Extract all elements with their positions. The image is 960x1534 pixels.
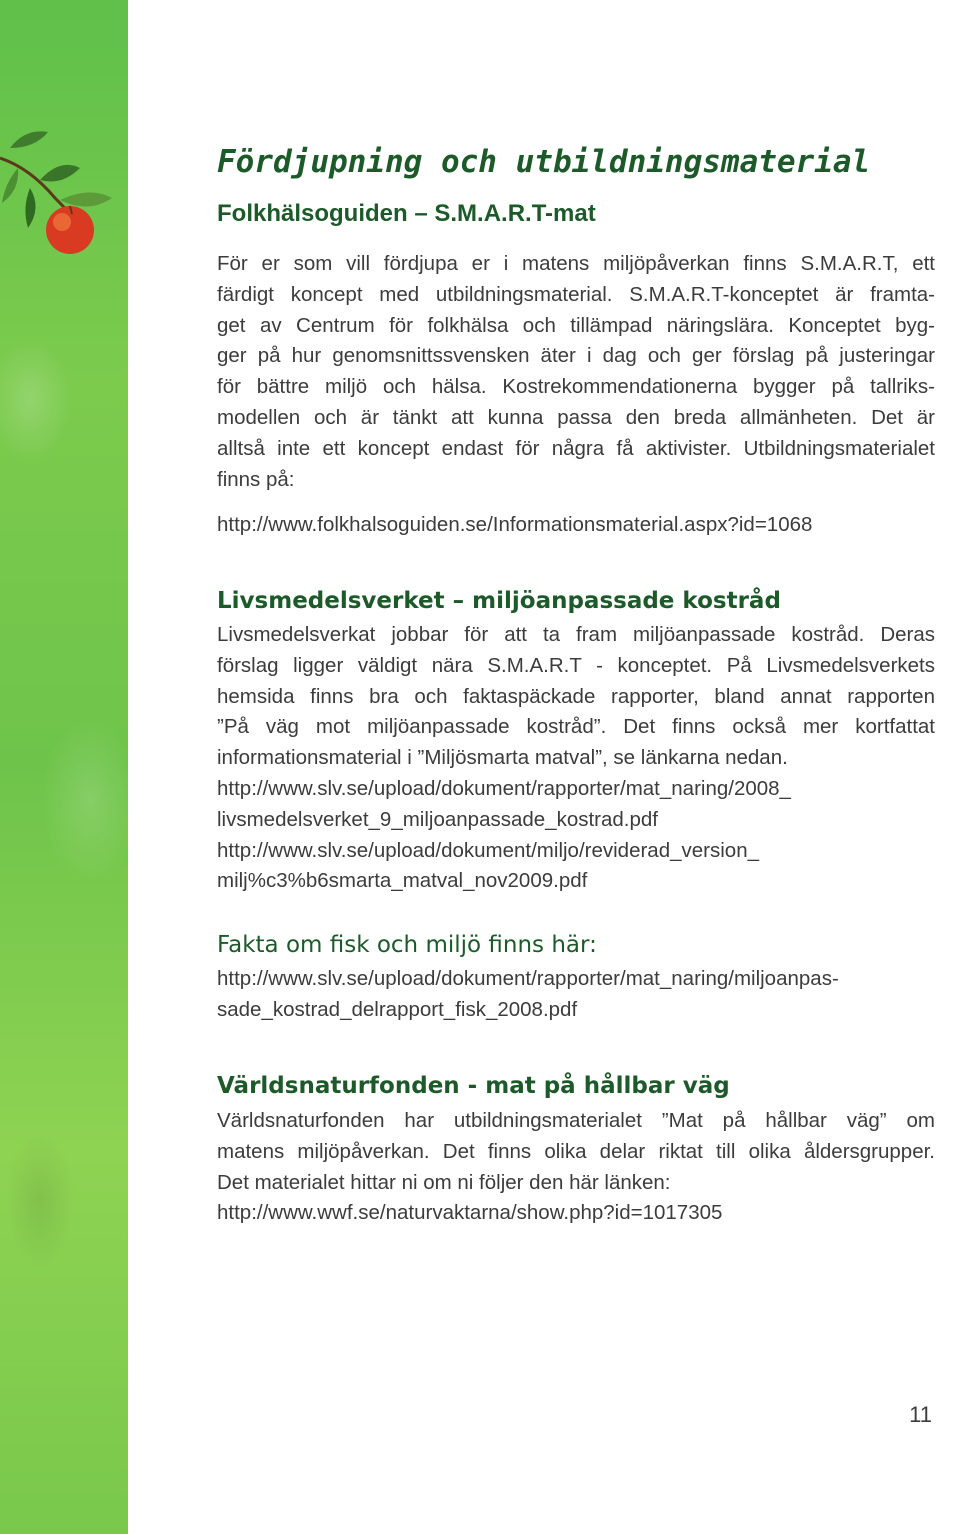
text-line: färdigt koncept med utbildningsmaterial. S.M.A.R.T-konceptet är framta-	[217, 282, 935, 306]
section-body-fisk	[217, 964, 935, 1026]
section-body-livsmedelsverket	[217, 620, 935, 897]
text-line: Världsnaturfonden har utbildningsmaterialet ”Mat på hållbar väg” om	[217, 1109, 935, 1132]
page-title: Fördjupning och utbildningsmaterial	[217, 144, 871, 180]
section-heading-fisk: Fakta om fisk och miljö finns här:	[217, 932, 597, 958]
text-line: ”På väg mot miljöanpassade kostråd”. Det finns också mer kortfattat	[217, 715, 935, 739]
wwf-link[interactable]: http://www.wwf.se/naturvaktarna/show.php?id=1017305	[217, 1201, 723, 1225]
text-line: Det materialet hittar ni om ni följer den här länken:	[217, 1170, 671, 1194]
slv-fisk-link-cont[interactable]: sade_kostrad_delrapport_fisk_2008.pdf	[217, 997, 578, 1021]
slv-fisk-link[interactable]: http://www.slv.se/upload/dokument/rapporter/mat_naring/miljoanpas-	[217, 967, 839, 990]
text-line: get av Centrum för folkhälsa och tillämpad näringslära. Konceptet byg-	[217, 313, 935, 337]
section-heading-livsmedelsverket: Livsmedelsverket – miljöanpassade kostråd	[217, 588, 781, 614]
section-body-varldsnaturfonden	[217, 1106, 935, 1229]
text-line: finns på:	[217, 467, 295, 491]
text-line: alltså inte ett koncept endast för några få aktivister. Utbildningsmaterialet	[217, 436, 935, 460]
text-line: informationsmaterial i ”Miljösmarta matval”, se länkarna nedan.	[217, 746, 788, 770]
slv-kostrad-link[interactable]: http://www.slv.se/upload/dokument/rapporter/mat_naring/2008_	[217, 776, 791, 800]
text-line: ger på hur genomsnittssvensken äter i dag och ger förslag på justeringar	[217, 344, 935, 368]
slv-matval-link[interactable]: http://www.slv.se/upload/dokument/miljo/reviderad_version_	[217, 838, 759, 862]
green-sidebar	[0, 0, 128, 1534]
section-heading-folkhalsoguiden: Folkhälsoguiden – S.M.A.R.T-mat	[217, 200, 596, 227]
folkhalsoguiden-link[interactable]: http://www.folkhalsoguiden.se/Informationsmaterial.aspx?id=1068	[217, 513, 813, 536]
page-number: 11	[909, 1402, 932, 1427]
text-line: förslag ligger väldigt nära S.M.A.R.T - konceptet. På Livsmedelsverkets	[217, 653, 935, 677]
text-line: för bättre miljö och hälsa. Kostrekommendationerna bygger på tallriks-	[217, 375, 935, 399]
slv-kostrad-link-cont[interactable]: livsmedelsverket_9_miljoanpassade_kostrad.pdf	[217, 807, 658, 831]
text-line: Livsmedelsverkat jobbar för att ta fram miljöanpassade kostråd. Deras	[217, 623, 935, 646]
section-link-folkhalsoguiden	[217, 510, 935, 541]
section-heading-varldsnaturfonden: Världsnaturfonden - mat på hållbar väg	[217, 1073, 730, 1099]
slv-matval-link-cont[interactable]: milj%c3%b6smarta_matval_nov2009.pdf	[217, 869, 588, 893]
section-body-folkhalsoguiden	[217, 249, 935, 495]
text-line: För er som vill fördjupa er i matens miljöpåverkan finns S.M.A.R.T, ett	[217, 252, 935, 275]
text-line: matens miljöpåverkan. Det finns olika delar riktat till olika åldersgrupper.	[217, 1139, 935, 1163]
apple-branch-icon	[0, 128, 120, 258]
text-line: hemsida finns bra och faktaspäckade rapporter, bland annat rapporten	[217, 684, 935, 708]
text-line: modellen och är tänkt att kunna passa den breda allmänheten. Det är	[217, 405, 935, 429]
